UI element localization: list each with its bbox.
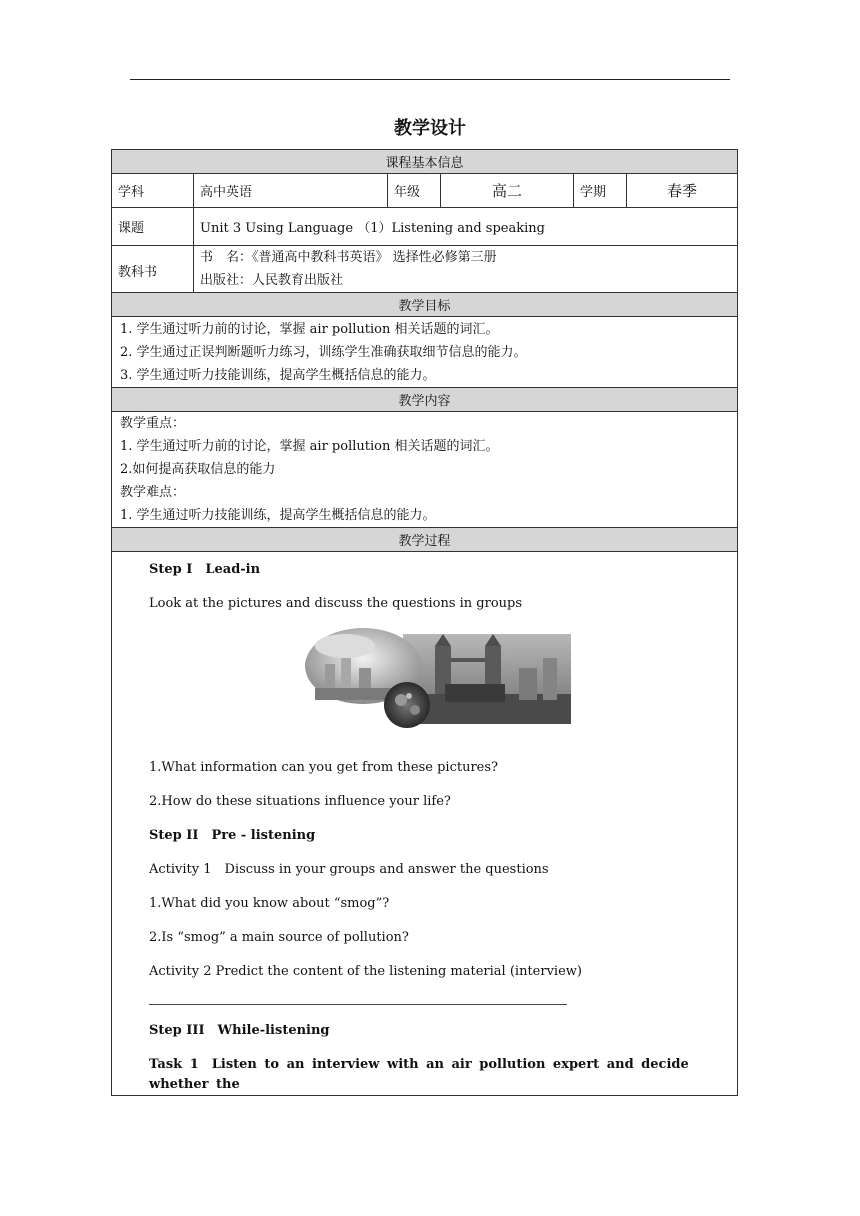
subject-label: 学科 bbox=[112, 174, 194, 208]
air-pollution-pictures bbox=[305, 628, 571, 728]
section-objectives: 教学目标 bbox=[112, 293, 738, 317]
activity-2: Activity 2 Predict the content of the listening material (interview) bbox=[149, 964, 582, 979]
section-process: 教学过程 bbox=[112, 528, 738, 552]
term-label: 学期 bbox=[574, 174, 627, 208]
objective-item: 1. 学生通过听力前的讨论，掌握 air pollution 相关话题的词汇。 bbox=[120, 322, 499, 337]
section-content: 教学内容 bbox=[112, 388, 738, 412]
task-1: Task 1 Listen to an interview with an air pollution expert and decide whether the bbox=[149, 1057, 689, 1092]
topic-label: 课题 bbox=[112, 208, 194, 246]
grade-label: 年级 bbox=[388, 174, 441, 208]
section-basic-info: 课程基本信息 bbox=[112, 150, 738, 174]
activity-1-question-2: 2.Is “smog” a main source of pollution? bbox=[149, 930, 409, 945]
answer-blank-line bbox=[149, 988, 567, 1005]
textbook-label: 教科书 bbox=[112, 246, 194, 293]
pollution-collage-image bbox=[305, 628, 571, 728]
lesson-plan-table bbox=[111, 149, 738, 1096]
header-rule bbox=[130, 79, 730, 80]
objective-item: 2. 学生通过正误判断题听力练习，训练学生准确获取细节信息的能力。 bbox=[120, 345, 527, 360]
objective-item: 3. 学生通过听力技能训练，提高学生概括信息的能力。 bbox=[120, 368, 436, 383]
grade-value: 高二 bbox=[441, 174, 574, 208]
subject-value: 高中英语 bbox=[194, 174, 388, 208]
document-title: 教学设计 bbox=[394, 118, 466, 139]
step-1-instruction: Look at the pictures and discuss the questions in groups bbox=[149, 596, 523, 611]
difficult-point-item: 1. 学生通过听力技能训练，提高学生概括信息的能力。 bbox=[120, 508, 436, 523]
key-point-item: 2.如何提高获取信息的能力 bbox=[120, 462, 276, 477]
lead-in-question-1: 1.What information can you get from these pictures? bbox=[149, 760, 499, 775]
textbook-name: 书 名：《普通高中教科书英语》 选择性必修第三册 bbox=[200, 250, 497, 265]
activity-1-question-1: 1.What did you know about “smog”? bbox=[149, 896, 390, 911]
topic-value: Unit 3 Using Language （1）Listening and speaking bbox=[194, 208, 738, 246]
key-points-label: 教学重点： bbox=[120, 416, 186, 431]
lead-in-question-2: 2.How do these situations influence your life? bbox=[149, 794, 451, 809]
activity-1: Activity 1 Discuss in your groups and answer the questions bbox=[149, 862, 549, 877]
difficult-points-label: 教学难点： bbox=[120, 485, 186, 500]
step-3-heading: Step III While-listening bbox=[149, 1023, 330, 1038]
step-2-heading: Step II Pre - listening bbox=[149, 828, 316, 843]
term-value: 春季 bbox=[627, 174, 738, 208]
step-1-heading: Step I Lead-in bbox=[149, 562, 261, 577]
key-point-item: 1. 学生通过听力前的讨论，掌握 air pollution 相关话题的词汇。 bbox=[120, 439, 499, 454]
process-body bbox=[112, 552, 738, 1096]
textbook-publisher: 出版社：人民教育出版社 bbox=[200, 273, 344, 288]
